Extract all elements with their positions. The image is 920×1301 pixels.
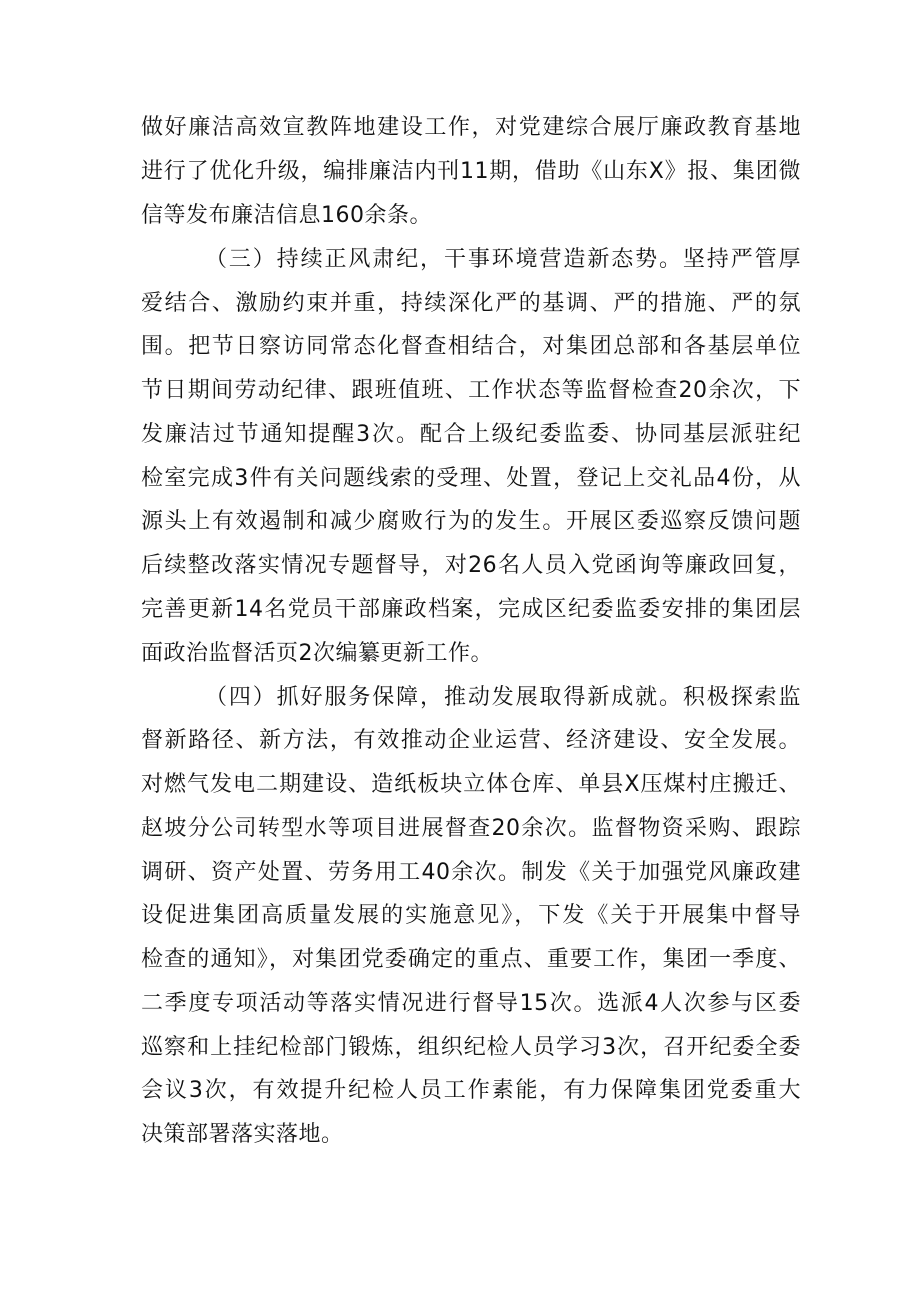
text-line: 检室完成3件有关问题线索的受理、处置，登记上交礼品4份，从: [141, 466, 801, 491]
text-line: 督新路径、新方法，有效推动企业运营、经济建设、安全发展。: [141, 728, 801, 753]
text-line: 源头上有效遏制和减少腐败行为的发生。开展区委巡察反馈问题: [141, 509, 801, 534]
text-line: 决策部署落实落地。: [141, 1122, 344, 1147]
text-line: 进行了优化升级，编排廉洁内刊11期，借助《山东X》报、集团微: [141, 159, 801, 184]
text-line: 爱结合、激励约束并重，持续深化严的基调、严的措施、严的氛: [141, 291, 801, 316]
text-line: 赵坡分公司转型水等项目进展督查20余次。监督物资采购、跟踪: [141, 816, 801, 841]
text-line: 会议3次，有效提升纪检人员工作素能，有力保障集团党委重大: [141, 1078, 801, 1103]
text-line: 巡察和上挂纪检部门锻炼，组织纪检人员学习3次，召开纪委全委: [141, 1035, 801, 1060]
text-line: 发廉洁过节通知提醒3次。配合上级纪委监委、协同基层派驻纪: [141, 422, 801, 447]
section-heading-line: （四）抓好服务保障，推动发展取得新成就。积极探索监: [205, 685, 801, 710]
section-heading-line: （三）持续正风肃纪，干事环境营造新态势。坚持严管厚: [205, 247, 801, 272]
text-line: 设促进集团高质量发展的实施意见》，下发《关于开展集中督导: [141, 903, 801, 928]
text-line: 面政治监督活页2次编纂更新工作。: [141, 641, 493, 666]
text-line: 节日期间劳动纪律、跟班值班、工作状态等监督检查20余次，下: [141, 378, 801, 403]
text-line: 对燃气发电二期建设、造纸板块立体仓库、单县X压煤村庄搬迁、: [141, 772, 801, 797]
text-line: 调研、资产处置、劳务用工40余次。制发《关于加强党风廉政建: [141, 860, 801, 885]
text-line: 二季度专项活动等落实情况进行督导15次。选派4人次参与区委: [141, 991, 801, 1016]
text-line: 完善更新14名党员干部廉政档案，完成区纪委监委安排的集团层: [141, 597, 801, 622]
text-line: 后续整改落实情况专题督导，对26名人员入党函询等廉政回复，: [141, 553, 801, 578]
text-line: 信等发布廉洁信息160余条。: [141, 203, 432, 228]
text-line: 检查的通知》，对集团党委确定的重点、重要工作，集团一季度、: [141, 947, 801, 972]
text-line: 做好廉洁高效宣教阵地建设工作，对党建综合展厅廉政教育基地: [141, 115, 801, 140]
text-line: 围。把节日察访同常态化督查相结合，对集团总部和各基层单位: [141, 334, 801, 359]
